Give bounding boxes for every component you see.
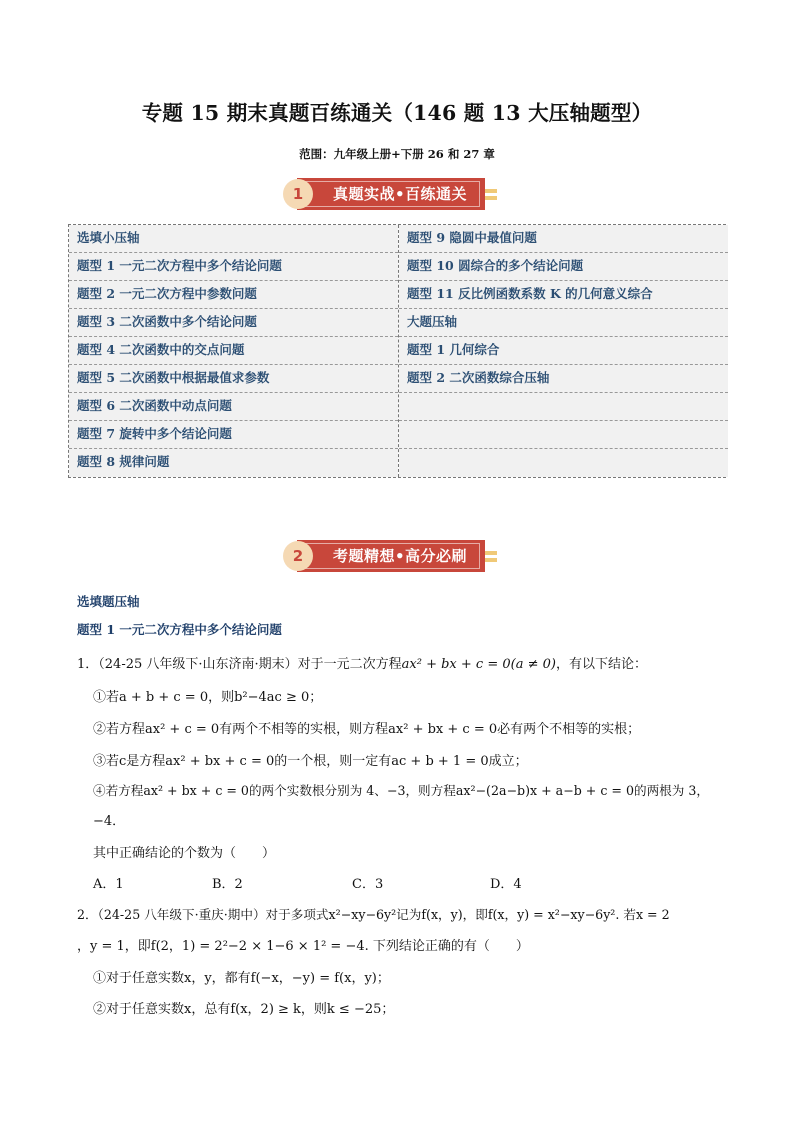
toc-item[interactable]: 题型 5 二次函数中根据最值求参数 (69, 365, 398, 393)
option-a[interactable]: A．1 (93, 877, 124, 892)
toc-item[interactable]: 题型 1 一元二次方程中多个结论问题 (69, 253, 398, 281)
toc-item[interactable]: 题型 11 反比例函数系数 K 的几何意义综合 (399, 281, 728, 309)
option-c[interactable]: C．3 (352, 877, 384, 892)
stem-text: 1．（24-25 八年级下·山东济南·期末）对于一元二次方程 (77, 657, 402, 672)
toc-item-empty (399, 449, 728, 477)
toc-right-column (398, 225, 728, 477)
banner-tab (485, 558, 497, 562)
toc-item[interactable]: 题型 10 圆综合的多个结论问题 (399, 253, 728, 281)
toc-item[interactable]: 题型 1 几何综合 (399, 337, 728, 365)
conclusion-3: ③若c是方程ax² + bx + c = 0的一个根，则一定有ac + b + 1 = 0成立； (93, 754, 528, 769)
q2-conclusion-2: ②对于任意实数x，总有f(x，2) ≥ k，则k ≤ −25； (93, 1002, 395, 1017)
question-ask: 其中正确结论的个数为（ ） (93, 846, 276, 861)
question-2-line-1: 2．（24-25 八年级下·重庆·期中）对于多项式x²−xy−6y²记为f(x，y)，即f(x，y) = x²−xy−6y². 若x = 2 (77, 907, 670, 922)
section-label: 真题实战•百练通关 (332, 185, 468, 203)
toc-table (68, 224, 726, 478)
conclusion-4-cont: −4． (93, 814, 126, 829)
toc-left-column (69, 225, 398, 477)
section-banner-1 (283, 174, 513, 214)
section-heading: 选填题压轴 (77, 594, 140, 609)
toc-item-empty (399, 393, 728, 421)
banner-tab (485, 196, 497, 200)
option-b[interactable]: B．2 (212, 877, 243, 892)
toc-item[interactable]: 题型 2 一元二次方程中参数问题 (69, 281, 398, 309)
toc-item[interactable]: 选填小压轴 (69, 225, 398, 253)
section-label: 考题精想•高分必刷 (332, 547, 468, 565)
toc-item[interactable]: 题型 6 二次函数中动点问题 (69, 393, 398, 421)
option-d[interactable]: D．4 (490, 877, 522, 892)
section-number-badge: 1 (283, 179, 313, 209)
page-title: 专题 15 期末真题百练通关（146 题 13 大压轴题型） (141, 101, 653, 125)
scope-line: 范围：九年级上册+下册 26 和 27 章 (299, 147, 495, 161)
toc-item[interactable]: 大题压轴 (399, 309, 728, 337)
banner-tab (485, 189, 497, 193)
conclusion-2: ②若方程ax² + c = 0有两个不相等的实根，则方程ax² + bx + c = 0必有两个不相等的实根； (93, 722, 641, 737)
toc-item[interactable]: 题型 2 二次函数综合压轴 (399, 365, 728, 393)
conclusion-4: ④若方程ax² + bx + c = 0的两个实数根分别为 4、−3，则方程ax²−(2a−b)x + a−b + c = 0的两根为 3， (93, 783, 709, 798)
toc-item[interactable]: 题型 8 规律问题 (69, 449, 398, 477)
toc-item[interactable]: 题型 7 旋转中多个结论问题 (69, 421, 398, 449)
section-number-badge: 2 (283, 541, 313, 571)
toc-item[interactable]: 题型 9 隐圆中最值问题 (399, 225, 728, 253)
question-2-line-2: ，y = 1，即f(2，1) = 2²−2 × 1−6 × 1² = −4. 下列结论正确的有（ ） (77, 939, 529, 954)
banner-tab (485, 551, 497, 555)
section-banner-2 (283, 536, 513, 576)
toc-item-empty (399, 421, 728, 449)
type-heading: 题型 1 一元二次方程中多个结论问题 (77, 622, 282, 637)
equation: ax² + bx + c = 0(a ≠ 0) (401, 657, 556, 672)
toc-item[interactable]: 题型 3 二次函数中多个结论问题 (69, 309, 398, 337)
question-1-stem (77, 653, 647, 672)
toc-item[interactable]: 题型 4 二次函数中的交点问题 (69, 337, 398, 365)
conclusion-1: ①若a + b + c = 0，则b²−4ac ≥ 0； (93, 690, 323, 705)
stem-text: ，有以下结论： (555, 657, 647, 672)
q2-conclusion-1: ①对于任意实数x，y，都有f(−x，−y) = f(x，y)； (93, 971, 390, 986)
